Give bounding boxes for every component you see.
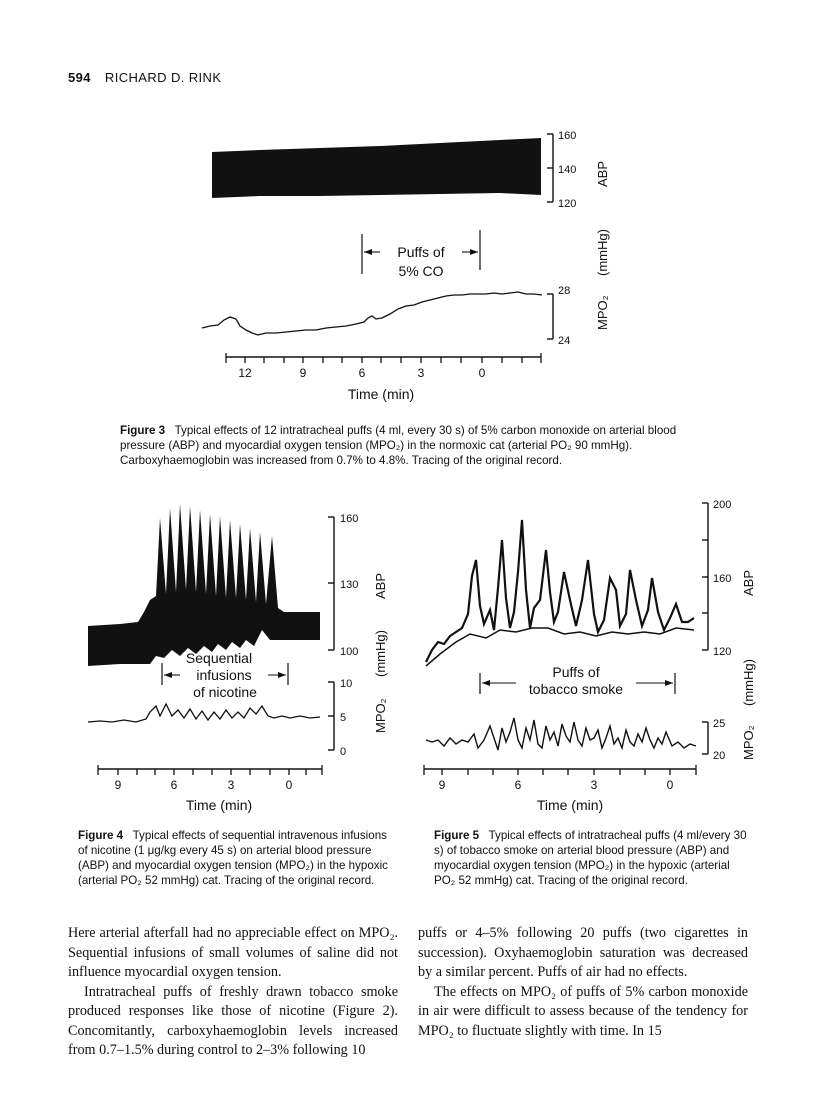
fig3-abp-tick: 140 [558, 164, 577, 176]
fig3-abp-tick: 160 [558, 130, 577, 142]
fig5-abp-tick: 160 [713, 573, 732, 585]
fig3-time-tick: 9 [299, 366, 307, 380]
body-text-left [68, 924, 398, 1061]
fig4-abp-tick: 160 [340, 513, 359, 525]
paragraph: puffs or 4–5% following 20 puffs (two cigarettes in succession). Oxyhaemoglobin saturation was decreased by a similar percent. Puffs of air had no effects. [418, 925, 748, 980]
fig4-abp-label: ABP [373, 572, 388, 599]
fig5-time-tick: 0 [666, 778, 674, 792]
fig4-mpo2-trace [88, 704, 320, 722]
fig3-annotation-line1: Puffs of [397, 244, 445, 260]
paragraph: The effects on MPO₂ of puffs of 5% carbon monoxide in air were difficult to assess because of the tendency for MPO₂ to fluctuate slightly with time. In 15 [418, 983, 748, 1039]
fig5-abp-label: ABP [741, 569, 756, 596]
fig4-time-tick: 0 [285, 778, 293, 792]
fig5-mpo2-trace [426, 718, 696, 750]
fig4-time-tick: 9 [114, 778, 122, 792]
fig5-annotation-line2: tobacco smoke [528, 681, 624, 697]
body-text-right [418, 924, 748, 1041]
fig3-abp-label: ABP [595, 160, 610, 187]
author-name: RICHARD D. RINK [104, 70, 222, 85]
fig4-annotation-line2: infusions [196, 667, 252, 683]
figure-3-caption-text: Typical effects of 12 intratracheal puffs (4 ml, every 30 s) of 5% carbon monoxide on arterial blood pressure (ABP) and myocardial oxygen tension (MPO₂) in the normoxic cat (arterial PO₂ 90 mmHg). Carboxyhaemoglobin was increased from 0.7% to 4.8%. Tracing of the original record. [120, 424, 677, 467]
figure-5 [424, 499, 756, 813]
fig5-unit-label: (mmHg) [741, 659, 756, 706]
page-number: 594 [68, 70, 91, 85]
fig3-unit-label: (mmHg) [595, 229, 610, 276]
fig3-annotation-line2: 5% CO [398, 263, 444, 279]
fig4-mpo2-tick: 5 [340, 712, 347, 724]
paragraph: Intratracheal puffs of freshly drawn tobacco smoke produced responses like those of nicotine (Figure 2). Concomitantly, carboxyhaemoglobin levels increased from 0.7–1.5% during control to 2–3% following 10 [68, 983, 398, 1058]
fig5-mpo2-label: MPO₂ [741, 725, 756, 760]
fig3-time-tick: 3 [417, 366, 425, 380]
fig5-time-tick: 9 [438, 778, 446, 792]
fig3-time-tick: 0 [478, 366, 486, 380]
fig4-mpo2-label: MPO₂ [373, 698, 388, 733]
fig3-xlabel: Time (min) [347, 386, 415, 402]
fig3-mpo2-tick: 24 [558, 335, 571, 347]
fig4-time-tick: 6 [170, 778, 178, 792]
fig5-time-tick: 6 [514, 778, 522, 792]
figure-5-caption-text: Typical effects of intratracheal puffs (4 ml/every 30 s) of tobacco smoke on arterial blood pressure (ABP) and myocardial oxygen tension (MPO₂) in the hypoxic (arterial PO₂ 52 mmHg) cat. Tracing of the original record. [434, 829, 747, 887]
fig3-time-tick: 6 [358, 366, 366, 380]
fig3-mpo2-label: MPO₂ [595, 295, 610, 330]
figure-3-label: Figure 3 [120, 424, 166, 437]
figure-4-caption-text: Typical effects of sequential intravenous infusions of nicotine (1 μg/kg every 45 s) on arterial blood pressure (ABP) and myocardial oxygen tension (MPO₂) in the hypoxic (arterial PO₂ 52 mmHg) cat. Tracing of the original record. [78, 829, 388, 887]
fig3-abp-tick: 120 [558, 198, 577, 210]
fig5-time-tick: 3 [590, 778, 598, 792]
fig4-annotation-line3: of nicotine [193, 684, 257, 700]
fig5-annotation-line1: Puffs of [552, 664, 600, 680]
fig4-unit-label: (mmHg) [373, 630, 388, 677]
figure-4-caption [78, 828, 396, 888]
fig4-mpo2-tick: 0 [340, 746, 347, 758]
figure-5-label: Figure 5 [434, 829, 480, 842]
figure-4 [88, 504, 388, 813]
fig4-abp-tick: 130 [340, 579, 359, 591]
fig4-mpo2-tick: 10 [340, 678, 353, 690]
fig5-abp-tick: 200 [713, 499, 732, 511]
fig4-xlabel: Time (min) [185, 797, 253, 813]
fig5-mpo2-tick: 20 [713, 750, 726, 762]
fig3-time-tick: 12 [238, 366, 252, 380]
fig4-time-tick: 3 [227, 778, 235, 792]
fig4-abp-trace [88, 504, 320, 666]
fig5-abp-trace-lower [426, 628, 694, 666]
figure-3-caption [120, 423, 720, 468]
fig3-abp-trace [212, 138, 541, 198]
fig3-mpo2-tick: 28 [558, 285, 571, 297]
paragraph: Here arterial afterfall had no appreciable effect on MPO₂. Sequential infusions of small volumes of saline did not influence myocardial oxygen tension. [68, 925, 398, 980]
fig5-abp-tick: 120 [713, 646, 732, 658]
fig5-xlabel: Time (min) [536, 797, 604, 813]
fig4-annotation-line1: Sequential [185, 650, 253, 666]
fig5-abp-trace [426, 520, 694, 662]
figure-5-caption [434, 828, 752, 888]
fig4-abp-tick: 100 [340, 646, 359, 658]
fig5-mpo2-tick: 25 [713, 718, 726, 730]
figure-4-label: Figure 4 [78, 829, 124, 842]
fig3-mpo2-trace [202, 292, 542, 335]
figure-3 [202, 130, 610, 402]
